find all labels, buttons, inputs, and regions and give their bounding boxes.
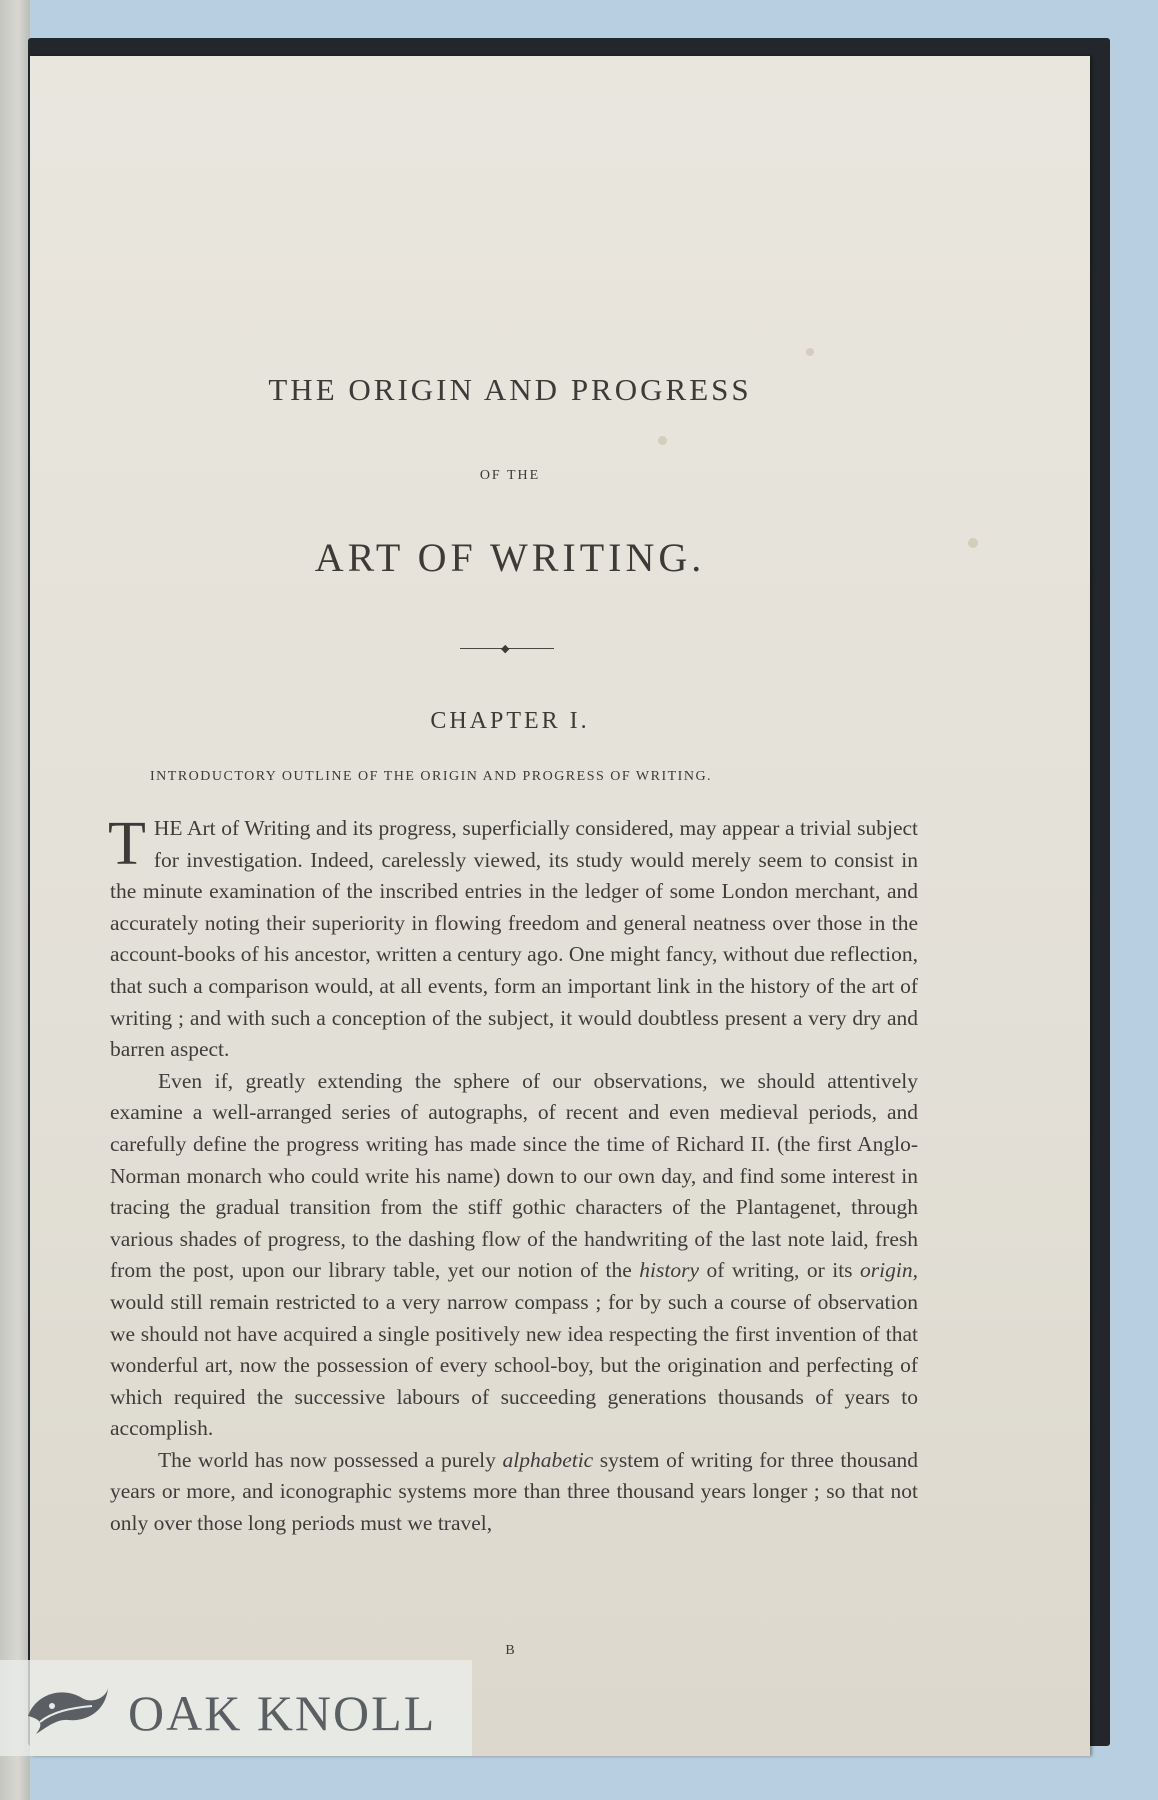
paragraph-3-text-b: system of writing for three thousand years or more, and iconographic systems more than three thousand years longer ; so that not only over those long periods must we travel, bbox=[110, 1447, 919, 1536]
body-text bbox=[108, 810, 919, 1540]
chapter-heading: CHAPTER I. bbox=[430, 708, 590, 734]
paragraph-2-italic-origin: origin, bbox=[860, 1258, 918, 1283]
signature-mark: B bbox=[505, 1643, 515, 1658]
watermark-brand: OAK KNOLL bbox=[128, 1685, 437, 1741]
book-page bbox=[30, 56, 1090, 1756]
watermark bbox=[0, 1660, 472, 1756]
paragraph-3 bbox=[110, 1445, 918, 1540]
paragraph-3-text-a: The world has now possessed a purely bbox=[158, 1447, 496, 1472]
foxing-spot bbox=[658, 436, 667, 445]
drop-cap: T bbox=[108, 810, 146, 878]
paragraph-1-text: HE Art of Writing and its progress, superficially considered, may appear a trivial subject for investigation. Indeed, carelessly viewed, its study would merely seem to consist in the minute examination of the inscribed entries in the ledger of some London merchant, and accurately noting their superiority in flowing freedom and general neatness over those in the account-books of his ancestor, written a century ago. One might fancy, without due reflection, that such a comparison would, at all events, form an important link in the history of the art of writing ; and with such a conception of the subject, it would doubtless present a very dry and barren aspect. bbox=[110, 816, 918, 1062]
paragraph-2-text-a: Even if, greatly extending the sphere of our observations, we should attentively examine a well-arranged series of autographs, of recent and even medieval periods, and carefully define the progress writing has made since the time of Richard II. (the first Anglo-Norman monarch who could write his name) down to our own day, and find some interest in tracing the gradual transition from the stiff gothic characters of the Plantagenet, through various shades of progress, to the dashing flow of the handwriting of the last note laid, fresh from the post, upon our library table, yet our notion of the bbox=[110, 1068, 918, 1283]
paragraph-2-italic-history: history bbox=[639, 1258, 699, 1283]
diamond-icon: ◆ bbox=[501, 643, 510, 655]
title-line-2: OF THE bbox=[479, 468, 541, 483]
chapter-subtitle: INTRODUCTORY OUTLINE OF THE ORIGIN AND PROGRESS OF WRITING. bbox=[150, 769, 713, 784]
paragraph-2-text-c: would still remain restricted to a very narrow compass ; for by such a course of observation we should not have acquired a single positively new idea respecting the first invention of that wonderful art, now the possession of every school-boy, but the origination and perfecting of which required the successive labours of succeeding generations thousands of years to accomplish. bbox=[110, 1289, 918, 1441]
paragraph-2-text-b: of writing, or its bbox=[706, 1258, 853, 1283]
paragraph-3-italic-alphabetic: alphabetic bbox=[502, 1447, 594, 1472]
title-main: ART OF WRITING. bbox=[314, 535, 706, 580]
foxing-spot bbox=[806, 348, 814, 356]
ornament-rule bbox=[460, 643, 554, 655]
left-page-edge bbox=[0, 0, 30, 1800]
paragraph-2 bbox=[110, 1066, 918, 1445]
oak-leaf-logo-icon bbox=[22, 1676, 112, 1740]
title-line-1: THE ORIGIN AND PROGRESS bbox=[268, 372, 752, 407]
paragraph-1 bbox=[108, 810, 918, 1066]
